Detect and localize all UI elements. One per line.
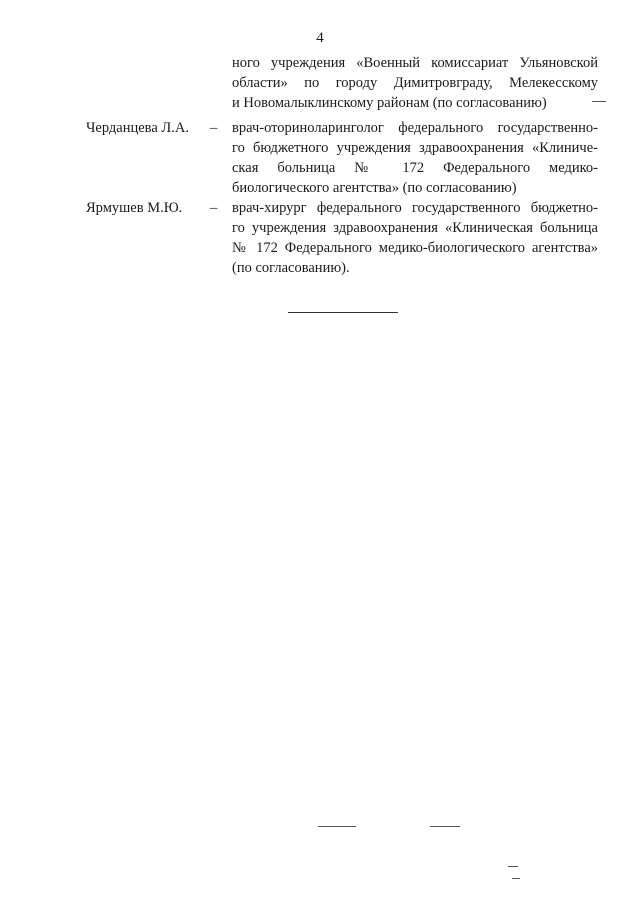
scan-artifact xyxy=(430,826,460,827)
dash-separator: – xyxy=(210,200,218,216)
member-description xyxy=(232,198,598,278)
member-description xyxy=(232,118,598,198)
text-line: биологического агентства» (по согласованию) xyxy=(232,180,517,196)
scan-artifact xyxy=(592,101,606,102)
text-line: № 172 Федерального медико-биологического агентства» xyxy=(232,240,598,256)
scan-artifact xyxy=(508,866,518,867)
text-line: ного учреждения «Военный комиссариат Ульяновской xyxy=(232,55,598,71)
text-line: области» по городу Димитровграду, Мелекесскому xyxy=(232,75,598,91)
scan-artifact xyxy=(512,878,520,879)
text-line: ская больница № 172 Федерального медико- xyxy=(232,160,598,176)
text-line: и Новомалыклинскому районам (по согласованию) xyxy=(232,95,547,111)
text-line: го бюджетного учреждения здравоохранения «Клиниче- xyxy=(232,140,598,156)
text-line: врач-оториноларинголог федерального государственно- xyxy=(232,120,598,136)
scan-artifact xyxy=(318,826,356,827)
text-line: врач-хирург федерального государственного бюджетно- xyxy=(232,200,598,216)
dash-separator: – xyxy=(210,120,218,136)
member-name: Ярмушев М.Ю. xyxy=(86,200,183,216)
member-name: Черданцева Л.А. xyxy=(86,120,189,136)
text-line: (по согласованию). xyxy=(232,260,350,276)
page-number: 4 xyxy=(316,30,324,46)
continuation-text xyxy=(232,53,598,113)
end-rule xyxy=(288,312,398,313)
text-line: го учреждения здравоохранения «Клиническая больница xyxy=(232,220,598,236)
